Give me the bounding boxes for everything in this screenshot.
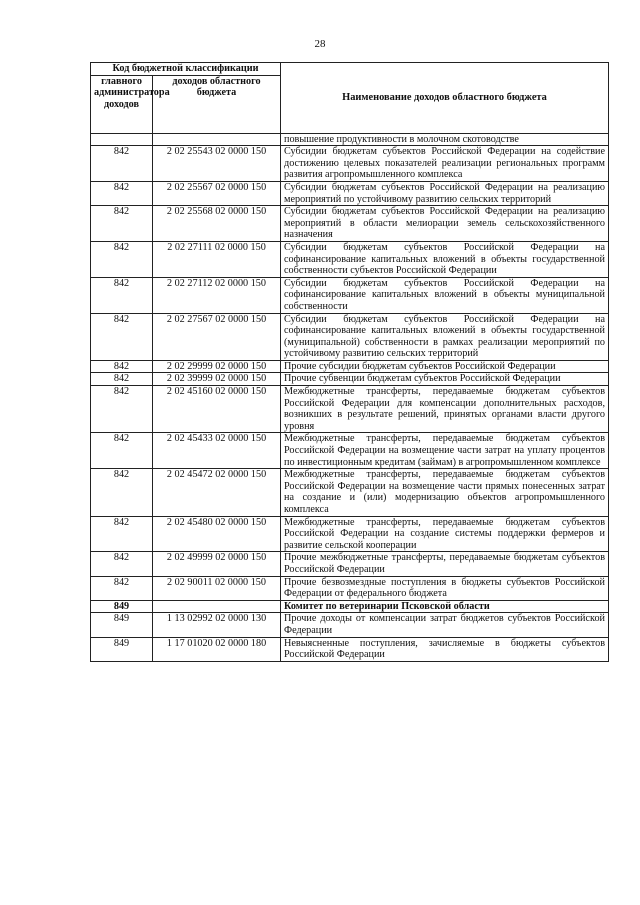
admin-code-cell: 842 [91,241,153,277]
revenue-code-cell: 1 13 02992 02 0000 130 [153,613,281,637]
table-body [91,133,609,661]
admin-code-cell [91,133,153,146]
admin-code-cell: 842 [91,516,153,552]
revenue-code-cell: 2 02 49999 02 0000 150 [153,552,281,576]
table-row [91,613,609,637]
admin-code-cell: 842 [91,373,153,386]
revenue-code-cell: 2 02 25543 02 0000 150 [153,146,281,182]
revenue-name-cell: Прочие доходы от компенсации затрат бюджетов субъектов Российской Федерации [281,613,609,637]
admin-code-cell: 849 [91,637,153,661]
table-row [91,386,609,433]
revenue-code-cell: 2 02 25567 02 0000 150 [153,181,281,205]
table-row [91,206,609,242]
budget-classification-table [90,62,609,662]
revenue-name-cell: Субсидии бюджетам субъектов Российской Федерации на софинансирование капитальных вложений в объекты государственной собственности субъектов Российской Федерации [281,241,609,277]
table-row [91,241,609,277]
header-revenue-name: Наименование доходов областного бюджета [281,63,609,134]
revenue-name-cell: Прочие субвенции бюджетам субъектов Российской Федерации [281,373,609,386]
revenue-name-cell: Межбюджетные трансферты, передаваемые бюджетам субъектов Российской Федерации на возмещение части прямых понесенных затрат на создание и (или) модернизацию объектов агропромышленного комплекса [281,469,609,516]
revenue-code-cell: 2 02 39999 02 0000 150 [153,373,281,386]
revenue-code-cell: 2 02 27567 02 0000 150 [153,313,281,360]
table-row [91,637,609,661]
table-row [91,552,609,576]
admin-code-cell: 842 [91,469,153,516]
revenue-code-cell: 2 02 25568 02 0000 150 [153,206,281,242]
revenue-code-cell: 2 02 90011 02 0000 150 [153,576,281,600]
revenue-name-cell: Субсидии бюджетам субъектов Российской Федерации на реализацию мероприятий по устойчивому развитию сельских территорий [281,181,609,205]
admin-code-cell: 842 [91,277,153,313]
revenue-code-cell: 2 02 27112 02 0000 150 [153,277,281,313]
admin-code-cell: 842 [91,313,153,360]
header-regional-revenue: доходов областного бюджета [153,75,281,133]
table-row [91,181,609,205]
admin-code-cell: 842 [91,552,153,576]
table-row [91,516,609,552]
revenue-name-cell: Комитет по ветеринарии Псковской области [281,600,609,613]
revenue-name-cell: Субсидии бюджетам субъектов Российской Федерации на софинансирование капитальных вложений в объекты муниципальной собственности [281,277,609,313]
revenue-name-cell: Межбюджетные трансферты, передаваемые бюджетам субъектов Российской Федерации на возмещение части затрат на уплату процентов по инвестиционным кредитам (займам) в агропромышленном комплексе [281,433,609,469]
revenue-name-cell: Прочие межбюджетные трансферты, передаваемые бюджетам субъектов Российской Федерации [281,552,609,576]
revenue-code-cell: 2 02 45433 02 0000 150 [153,433,281,469]
admin-code-cell: 842 [91,360,153,373]
page-number: 28 [314,38,326,50]
header-budget-classification-code: Код бюджетной классификации [91,63,281,76]
table-row [91,133,609,146]
admin-code-cell: 842 [91,433,153,469]
admin-code-cell: 842 [91,181,153,205]
table-row [91,600,609,613]
table-row [91,576,609,600]
table-row [91,277,609,313]
admin-code-cell: 842 [91,206,153,242]
admin-code-cell: 849 [91,613,153,637]
admin-code-cell: 842 [91,146,153,182]
header-chief-administrator: главного администратора доходов [91,75,153,133]
table-row [91,146,609,182]
admin-code-cell: 849 [91,600,153,613]
table-row [91,373,609,386]
revenue-code-cell: 2 02 29999 02 0000 150 [153,360,281,373]
revenue-name-cell: Прочие безвозмездные поступления в бюджеты субъектов Российской Федерации от федерального бюджета [281,576,609,600]
admin-code-cell: 842 [91,576,153,600]
revenue-code-cell: 2 02 45480 02 0000 150 [153,516,281,552]
revenue-name-cell: Субсидии бюджетам субъектов Российской Федерации на реализацию мероприятий в области мелиорации земель сельскохозяйственного назначения [281,206,609,242]
table-row [91,360,609,373]
revenue-name-cell: Прочие субсидии бюджетам субъектов Российской Федерации [281,360,609,373]
revenue-code-cell [153,133,281,146]
admin-code-cell: 842 [91,386,153,433]
revenue-name-cell: Межбюджетные трансферты, передаваемые бюджетам субъектов Российской Федерации на создание системы поддержки фермеров и развитие сельской кооперации [281,516,609,552]
revenue-code-cell: 2 02 27111 02 0000 150 [153,241,281,277]
revenue-name-cell: Межбюджетные трансферты, передаваемые бюджетам субъектов Российской Федерации для компенсации дополнительных расходов, возникших в результате решений, принятых органами власти другого уровня [281,386,609,433]
revenue-code-cell [153,600,281,613]
revenue-name-cell: Субсидии бюджетам субъектов Российской Федерации на содействие достижению целевых показателей реализации региональных программ развития агропромышленного комплекса [281,146,609,182]
table-row [91,469,609,516]
revenue-code-cell: 2 02 45160 02 0000 150 [153,386,281,433]
revenue-name-cell: Субсидии бюджетам субъектов Российской Федерации на софинансирование капитальных вложений в объекты государственной (муниципальной) собственности в рамках реализации мероприятий по устойчивому развитию сельских территорий [281,313,609,360]
table-row [91,313,609,360]
revenue-code-cell: 1 17 01020 02 0000 180 [153,637,281,661]
table-row [91,433,609,469]
revenue-code-cell: 2 02 45472 02 0000 150 [153,469,281,516]
revenue-name-cell: повышение продуктивности в молочном скотоводстве [281,133,609,146]
revenue-name-cell: Невыясненные поступления, зачисляемые в бюджеты субъектов Российской Федерации [281,637,609,661]
